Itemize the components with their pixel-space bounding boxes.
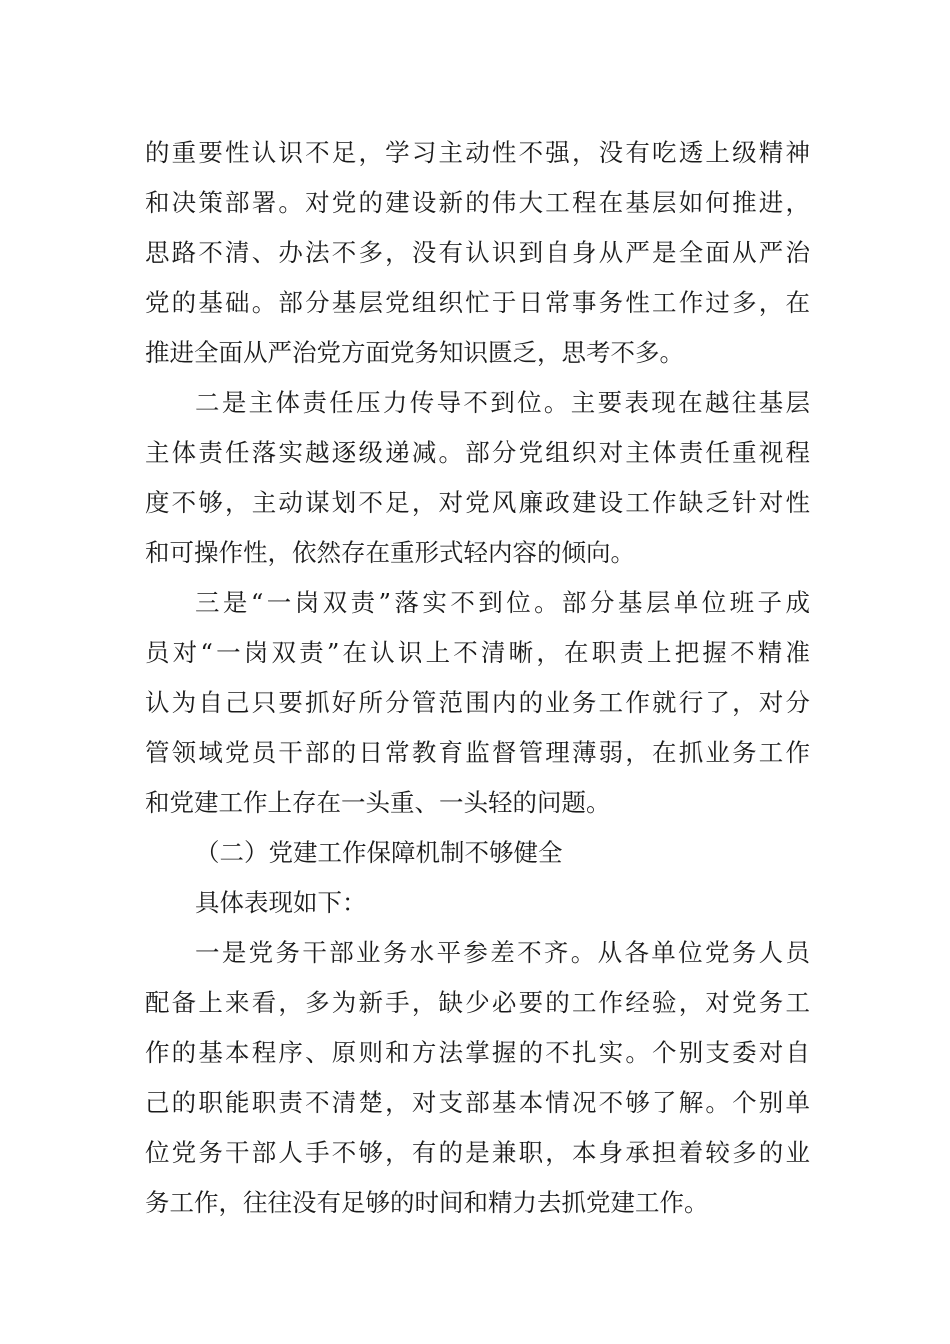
text-line: 度不够，主动谋划不足，对党风廉政建设工作缺乏针对性 (145, 488, 810, 517)
text-line: 配备上来看，多为新手，缺少必要的工作经验，对党务工 (145, 988, 810, 1017)
section-heading-text: （二）党建工作保障机制不够健全 (195, 838, 563, 867)
paragraph-dual-responsibility (145, 578, 810, 828)
text-line: 和可操作性，依然存在重形式轻内容的倾向。 (145, 538, 635, 567)
text-line: 员对“一岗双责”在认识上不清晰，在职责上把握不精准 (145, 638, 810, 667)
text-line: 和党建工作上存在一头重、一头轻的问题。 (145, 788, 611, 817)
text-line: 位党务干部人手不够，有的是兼职，本身承担着较多的业 (145, 1138, 810, 1167)
text-line: 三是“一岗双责”落实不到位。部分基层单位班子成 (195, 588, 810, 617)
paragraph-intro (145, 878, 810, 928)
paragraph-main-responsibility (145, 378, 810, 578)
text-line: 认为自己只要抓好所分管范围内的业务工作就行了，对分 (145, 688, 810, 717)
text-line: 二是主体责任压力传导不到位。主要表现在越往基层 (195, 388, 810, 417)
text-line: 务工作，往往没有足够的时间和精力去抓党建工作。 (145, 1188, 709, 1217)
text-line: 党的基础。部分基层党组织忙于日常事务性工作过多，在 (145, 288, 810, 317)
text-line: 推进全面从严治党方面党务知识匮乏，思考不多。 (145, 338, 684, 367)
paragraph-continuation (145, 128, 810, 378)
text-line: 和决策部署。对党的建设新的伟大工程在基层如何推进， (145, 188, 810, 217)
text-line: 具体表现如下： (195, 888, 367, 917)
section-heading (145, 828, 810, 878)
text-line: 主体责任落实越逐级递减。部分党组织对主体责任重视程 (145, 438, 810, 467)
text-line: 作的基本程序、原则和方法掌握的不扎实。个别支委对自 (145, 1038, 810, 1067)
text-line: 管领域党员干部的日常教育监督管理薄弱，在抓业务工作 (145, 738, 810, 767)
document-body (145, 128, 810, 1228)
paragraph-party-cadres (145, 928, 810, 1228)
text-line: 己的职能职责不清楚，对支部基本情况不够了解。个别单 (145, 1088, 810, 1117)
text-line: 的重要性认识不足，学习主动性不强，没有吃透上级精神 (145, 138, 810, 167)
text-line: 思路不清、办法不多，没有认识到自身从严是全面从严治 (145, 238, 810, 267)
text-line: 一是党务干部业务水平参差不齐。从各单位党务人员 (195, 938, 810, 967)
